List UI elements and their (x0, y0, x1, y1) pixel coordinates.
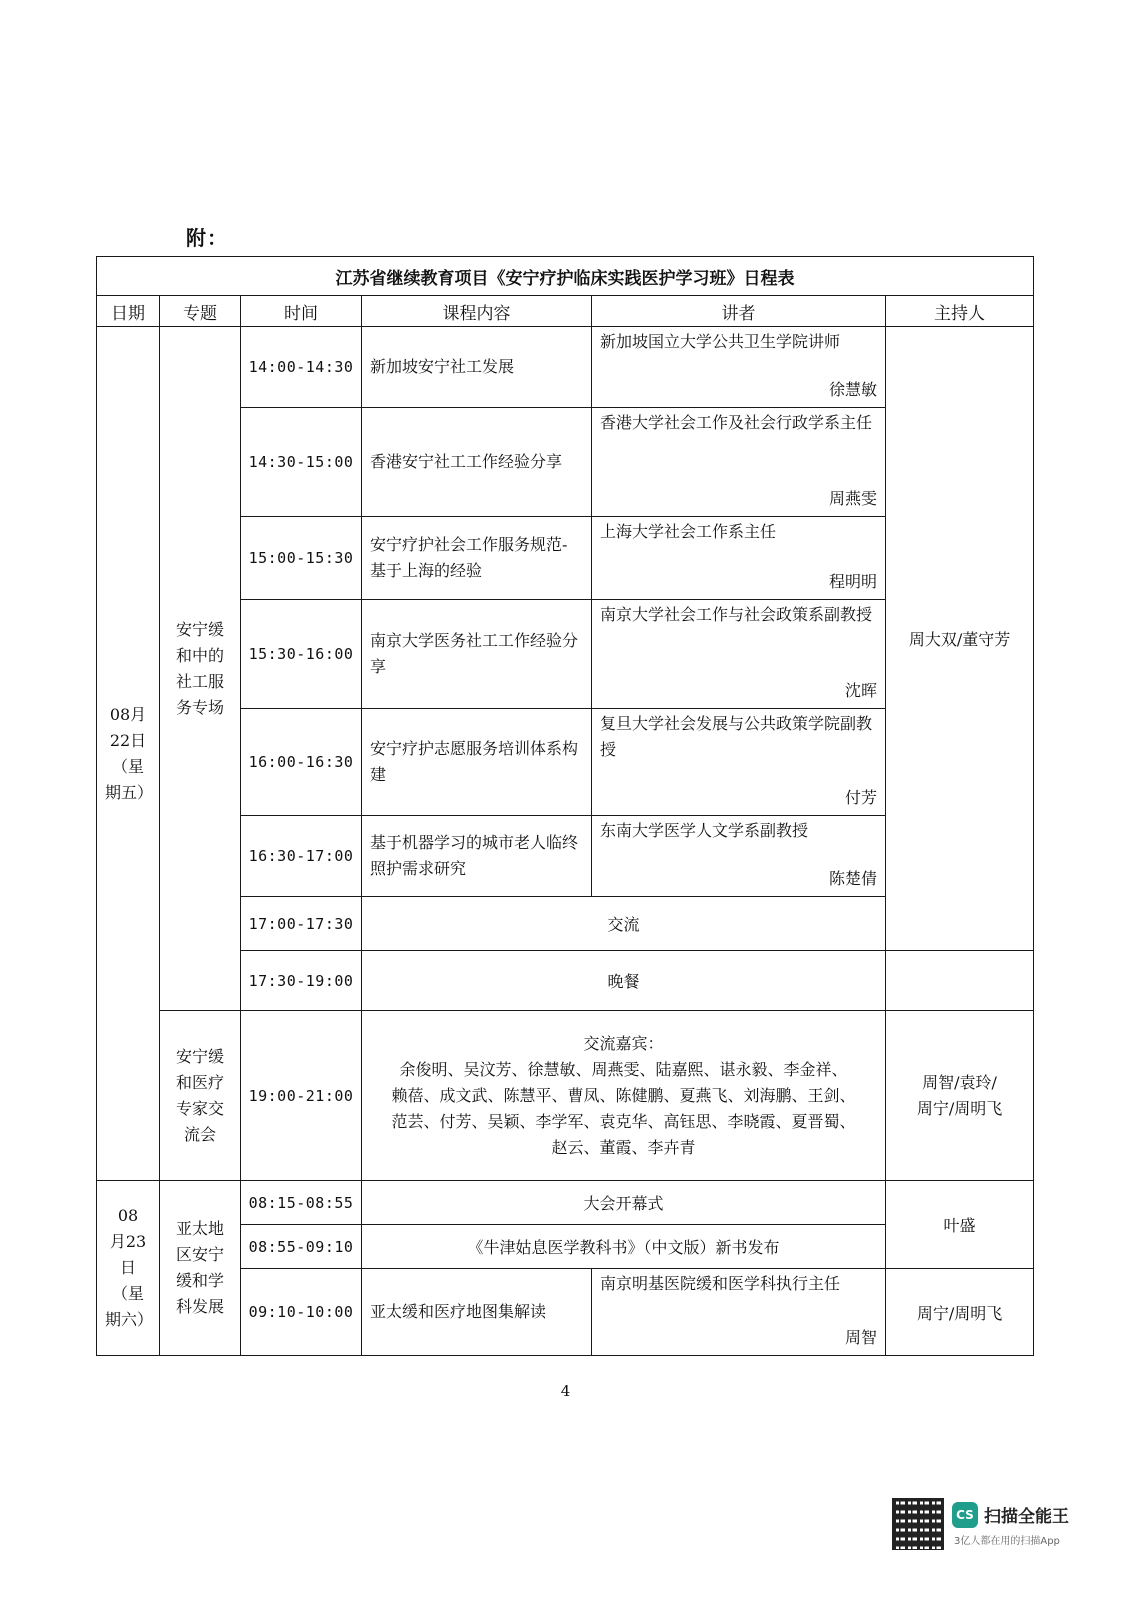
table-title: 江苏省继续教育项目《安宁疗护临床实践医护学习班》日程表 (97, 257, 1034, 296)
table-row (97, 1011, 1034, 1181)
session-course: 新加坡安宁社工发展 (362, 327, 592, 408)
page-number: 4 (560, 1382, 571, 1400)
session-time: 15:00-15:30 (241, 517, 362, 600)
session-time: 14:00-14:30 (241, 327, 362, 408)
evening-host: 周智/袁玲/ 周宁/周明飞 (886, 1011, 1034, 1181)
session-speaker: 复旦大学社会发展与公共政策学院副教授 付芳 (592, 709, 886, 816)
appendix-label: 附： (186, 226, 228, 250)
session-course: 安宁疗护志愿服务培训体系构建 (362, 709, 592, 816)
dinner-host-empty (886, 951, 1034, 1011)
session-speaker: 香港大学社会工作及社会行政学系主任 周燕雯 (592, 408, 886, 517)
col-host: 主持人 (886, 296, 1034, 327)
session-speaker: 东南大学医学人文学系副教授 陈楚倩 (592, 816, 886, 897)
scanner-app-name: 扫描全能王 (984, 1507, 1069, 1527)
session-course: 香港安宁社工工作经验分享 (362, 408, 592, 517)
opening-label: 大会开幕式 (362, 1181, 886, 1225)
scanner-tagline: 3亿人都在用的扫描App (954, 1536, 1060, 1547)
book-label: 《牛津姑息医学教科书》（中文版）新书发布 (362, 1225, 886, 1269)
session-course: 基于机器学习的城市老人临终照护需求研究 (362, 816, 592, 897)
exchange-time: 17:00-17:30 (241, 897, 362, 951)
session-speaker: 新加坡国立大学公共卫生学院讲师 徐慧敏 (592, 327, 886, 408)
scanner-watermark (892, 1498, 1102, 1568)
evening-guests: 交流嘉宾： 余俊明、吴汶芳、徐慧敏、周燕雯、陆嘉熙、谌永毅、李金祥、 赖蓓、成文武、陈慧平、曹凤、陈健鹏、夏燕飞、刘海鹏、王剑、 范芸、付芳、吴颖、李学军、袁克华、高钰思、李晓霞、夏晋蜀、 赵云、董霞、李卉青 (362, 1011, 886, 1181)
session-time: 14:30-15:00 (241, 408, 362, 517)
dinner-time: 17:30-19:00 (241, 951, 362, 1011)
day1-topic-expert-exchange: 安宁缓 和医疗 专家交 流会 (160, 1011, 241, 1181)
session-time: 15:30-16:00 (241, 600, 362, 709)
day2-topic: 亚太地 区安宁 缓和学 科发展 (160, 1181, 241, 1356)
col-date: 日期 (97, 296, 160, 327)
day1-host: 周大双/董守芳 (886, 327, 1034, 951)
atlas-speaker: 南京明基医院缓和医学科执行主任 周智 (592, 1269, 886, 1356)
exchange-label: 交流 (362, 897, 886, 951)
day2-host-a: 叶盛 (886, 1181, 1034, 1269)
atlas-course: 亚太缓和医疗地图集解读 (362, 1269, 592, 1356)
col-topic: 专题 (160, 296, 241, 327)
session-time: 16:00-16:30 (241, 709, 362, 816)
table-row (97, 1181, 1034, 1225)
day2-host-b: 周宁/周明飞 (886, 1269, 1034, 1356)
header-row (97, 296, 1034, 327)
day1-topic-social-work: 安宁缓 和中的 社工服 务专场 (160, 327, 241, 1011)
session-time: 16:30-17:00 (241, 816, 362, 897)
qr-code-icon (892, 1498, 944, 1550)
session-speaker: 南京大学社会工作与社会政策系副教授 沈晖 (592, 600, 886, 709)
col-course: 课程内容 (362, 296, 592, 327)
day2-date: 08 月23 日 （星 期六） (97, 1181, 160, 1356)
session-speaker: 上海大学社会工作系主任 程明明 (592, 517, 886, 600)
opening-time: 08:15-08:55 (241, 1181, 362, 1225)
schedule-table (96, 256, 1034, 1356)
book-time: 08:55-09:10 (241, 1225, 362, 1269)
day1-date: 08月 22日 （星 期五） (97, 327, 160, 1181)
table-row (97, 327, 1034, 408)
evening-time: 19:00-21:00 (241, 1011, 362, 1181)
camscanner-logo: CS (952, 1502, 978, 1528)
session-course: 安宁疗护社会工作服务规范-基于上海的经验 (362, 517, 592, 600)
dinner-label: 晚餐 (362, 951, 886, 1011)
col-speaker: 讲者 (592, 296, 886, 327)
atlas-time: 09:10-10:00 (241, 1269, 362, 1356)
col-time: 时间 (241, 296, 362, 327)
session-course: 南京大学医务社工工作经验分享 (362, 600, 592, 709)
